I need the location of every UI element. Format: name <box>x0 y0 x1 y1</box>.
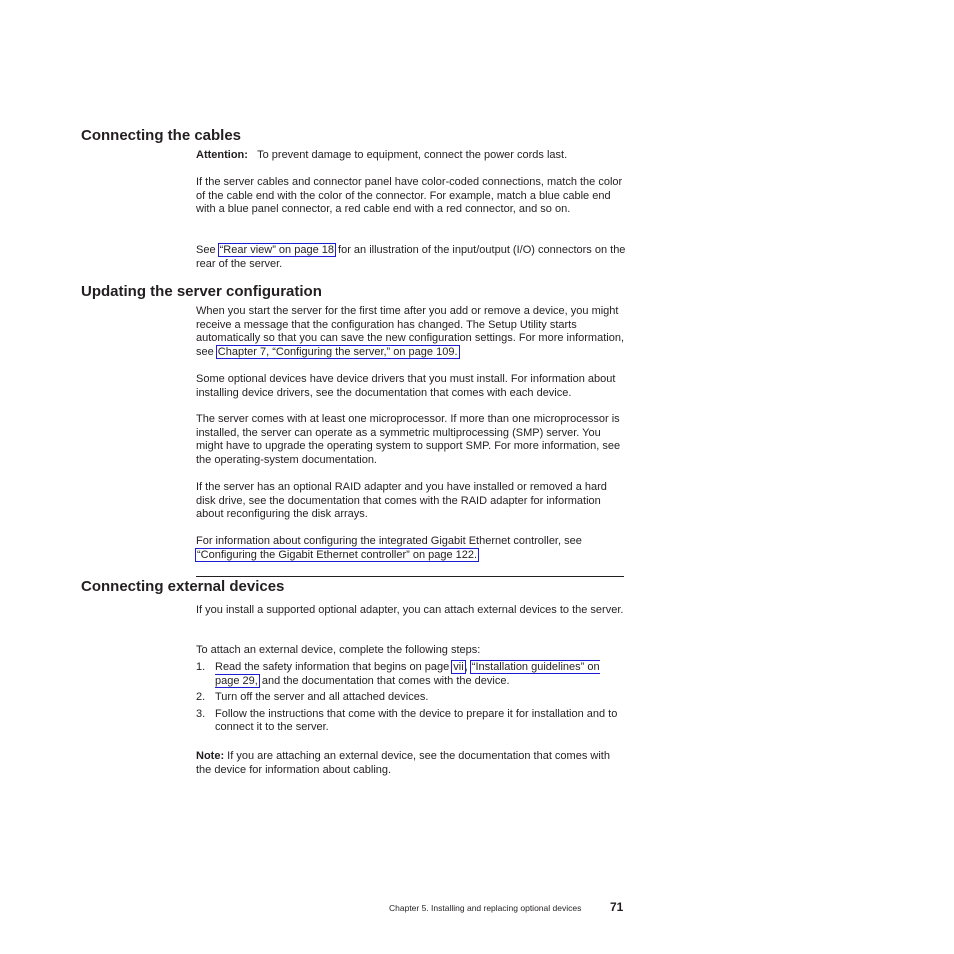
text: for an illustration of the input/output (I/O) connectors on the rear of the server. <box>196 244 626 270</box>
note-text: If you are attaching an external device, see the documentation that comes with the device for information about cabling. <box>196 750 610 776</box>
heading-external-devices: Connecting external devices <box>81 578 285 595</box>
footer-chapter: Chapter 5. Installing and replacing optional devices <box>389 903 582 913</box>
heading-connecting-cables: Connecting the cables <box>81 127 242 144</box>
text: and the documentation that comes with the device. <box>258 674 510 687</box>
text: Turn off the server and all attached devices. <box>215 691 429 704</box>
attention-label: Attention: <box>196 149 248 161</box>
paragraph: To attach an external device, complete the following steps: <box>196 644 481 656</box>
paragraph: Some optional devices have device drivers that you must install. For information about installing device drivers, see the documentation that comes with each device. <box>196 373 616 399</box>
paragraph: If you install a supported optional adapter, you can attach external devices to the server. <box>196 604 624 616</box>
text: When you start the server for the first time after you add or remove a device, you might receive a message that the configuration has changed. The Setup Utility starts automatically so that you can save the new configuration settings. For more information, see <box>196 305 624 358</box>
text: Read the safety information that begins on page <box>215 661 453 673</box>
section-divider <box>196 576 624 577</box>
attention-notice <box>196 149 626 163</box>
paragraph <box>196 535 626 562</box>
step-number: 1. <box>196 661 206 673</box>
paragraph: If the server has an optional RAID adapter and you have installed or removed a hard disk drive, see the documentation that comes with the RAID adapter for information about reconfiguring the disk arrays. <box>196 481 607 521</box>
paragraph <box>196 244 626 271</box>
step-number: 2. <box>196 691 206 704</box>
note <box>196 750 626 777</box>
text: For information about configuring the integrated Gigabit Ethernet controller, see <box>196 535 582 547</box>
steps-list <box>196 661 626 738</box>
list-item <box>196 708 626 735</box>
list-item <box>196 661 626 688</box>
heading-updating-configuration: Updating the server configuration <box>81 283 322 300</box>
text: See <box>196 244 219 256</box>
text: Follow the instructions that come with the device to prepare it for installation and to connect it to the server. <box>215 707 618 734</box>
link-rear-view[interactable]: “Rear view” on page 18 <box>219 244 334 256</box>
note-label: Note: <box>196 750 225 762</box>
page-number: 71 <box>610 900 624 914</box>
link-chapter-7[interactable]: Chapter 7, “Configuring the server,” on page 109. <box>217 345 458 358</box>
paragraph: If the server cables and connector panel have color-coded connections, match the color of the cable end with the color of the connector. For example, match a blue cable end with a blue panel connector, a red cable end with a red connector, and so on. <box>196 176 623 216</box>
list-item <box>196 691 626 705</box>
step-number: 3. <box>196 707 206 720</box>
paragraph <box>196 305 626 359</box>
link-page-vii[interactable]: vii <box>453 661 464 673</box>
paragraph: The server comes with at least one microprocessor. If more than one microprocessor is installed, the server can operate as a symmetric multiprocessing (SMP) server. You might have to upgrade the operating system to support SMP. For more information, see the operating-system documentation. <box>196 413 621 466</box>
attention-text: To prevent damage to equipment, connect the power cords last. <box>257 149 568 161</box>
link-gigabit-ethernet[interactable]: “Configuring the Gigabit Ethernet controller” on page 122. <box>197 548 478 561</box>
link-installation-guidelines[interactable]: “Installation guidelines” on page 29, <box>215 661 600 687</box>
text: , <box>464 661 471 673</box>
